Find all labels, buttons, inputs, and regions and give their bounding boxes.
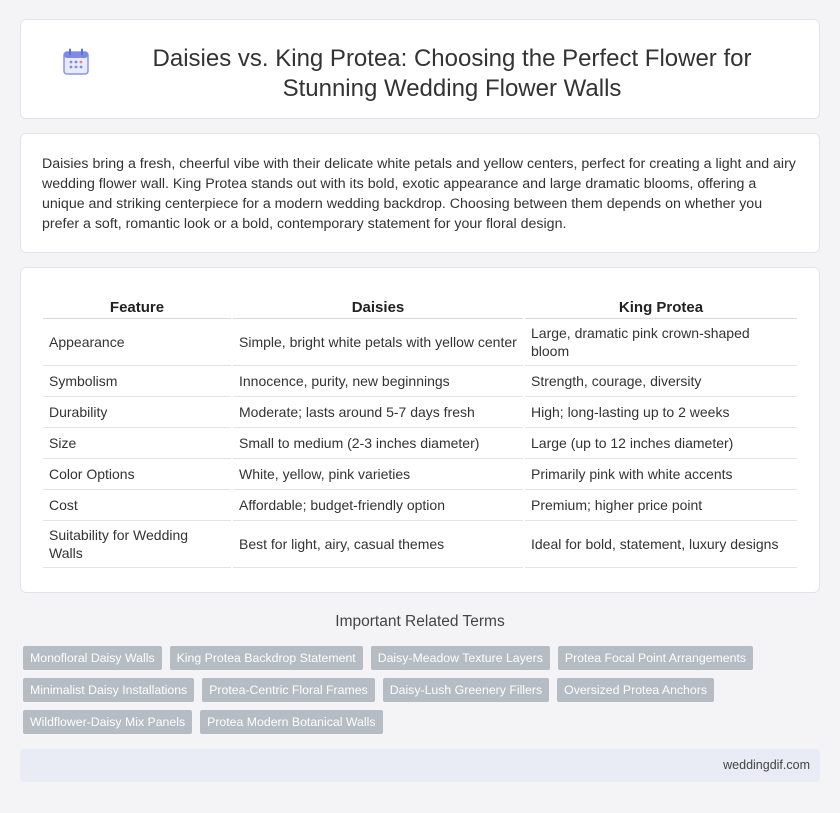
table-row (43, 521, 797, 568)
header-card (20, 19, 820, 119)
table-cell: High; long-lasting up to 2 weeks (525, 397, 797, 428)
table-cell: Affordable; budget-friendly option (233, 490, 523, 521)
related-tag[interactable]: Daisy-Meadow Texture Layers (371, 646, 550, 670)
table-header-row (43, 296, 797, 319)
table-row (43, 366, 797, 397)
table-cell: Simple, bright white petals with yellow center (233, 319, 523, 366)
related-terms-title: Important Related Terms (335, 613, 505, 630)
table-row (43, 459, 797, 490)
table-cell: Primarily pink with white accents (525, 459, 797, 490)
related-tag[interactable]: Monofloral Daisy Walls (23, 646, 162, 670)
related-tag[interactable]: Protea-Centric Floral Frames (202, 678, 375, 702)
header-king-protea: King Protea (525, 296, 797, 319)
header-daisies: Daisies (233, 296, 523, 319)
related-tag[interactable]: Protea Modern Botanical Walls (200, 710, 382, 734)
related-terms-list (23, 646, 823, 734)
related-tag[interactable]: Daisy-Lush Greenery Fillers (383, 678, 549, 702)
table-row (43, 397, 797, 428)
table-row (43, 428, 797, 459)
table-cell: Symbolism (43, 366, 231, 397)
table-cell: Large, dramatic pink crown-shaped bloom (525, 319, 797, 366)
footer (20, 749, 820, 782)
table-cell: Moderate; lasts around 5-7 days fresh (233, 397, 523, 428)
table-cell: Appearance (43, 319, 231, 366)
table-cell: Innocence, purity, new beginnings (233, 366, 523, 397)
comparison-table (41, 296, 799, 568)
table-cell: Cost (43, 490, 231, 521)
intro-card (20, 133, 820, 253)
table-cell: White, yellow, pink varieties (233, 459, 523, 490)
related-tag[interactable]: Wildflower-Daisy Mix Panels (23, 710, 192, 734)
table-cell: Durability (43, 397, 231, 428)
footer-site-link[interactable]: weddingdif.com (723, 758, 810, 772)
related-tag[interactable]: Oversized Protea Anchors (557, 678, 714, 702)
title-wrap (61, 44, 801, 104)
page-title: Daisies vs. King Protea: Choosing the Perfect Flower for Stunning Wedding Flower Walls (152, 45, 752, 102)
table-cell: Strength, courage, diversity (525, 366, 797, 397)
related-tag[interactable]: Minimalist Daisy Installations (23, 678, 194, 702)
table-row (43, 490, 797, 521)
table-cell: Color Options (43, 459, 231, 490)
table-cell: Ideal for bold, statement, luxury designs (525, 521, 797, 568)
intro-paragraph: Daisies bring a fresh, cheerful vibe with their delicate white petals and yellow centers, perfect for creating a light and airy wedding flower wall. King Protea stands out with its bold, exotic appearance and large dramatic blooms, offering a unique and striking centerpiece for a modern wedding backdrop. Choosing between them depends on whether you prefer a soft, romantic look or a bold, contemporary statement for your floral design. (42, 156, 796, 232)
calendar-icon (61, 47, 91, 77)
table-cell: Best for light, airy, casual themes (233, 521, 523, 568)
table-cell: Size (43, 428, 231, 459)
table-cell: Suitability for Wedding Walls (43, 521, 231, 568)
comparison-card (20, 267, 820, 593)
related-tag[interactable]: Protea Focal Point Arrangements (558, 646, 753, 670)
table-cell: Small to medium (2-3 inches diameter) (233, 428, 523, 459)
related-tag[interactable]: King Protea Backdrop Statement (170, 646, 363, 670)
table-row (43, 319, 797, 366)
table-cell: Premium; higher price point (525, 490, 797, 521)
table-cell: Large (up to 12 inches diameter) (525, 428, 797, 459)
header-feature: Feature (43, 296, 231, 319)
